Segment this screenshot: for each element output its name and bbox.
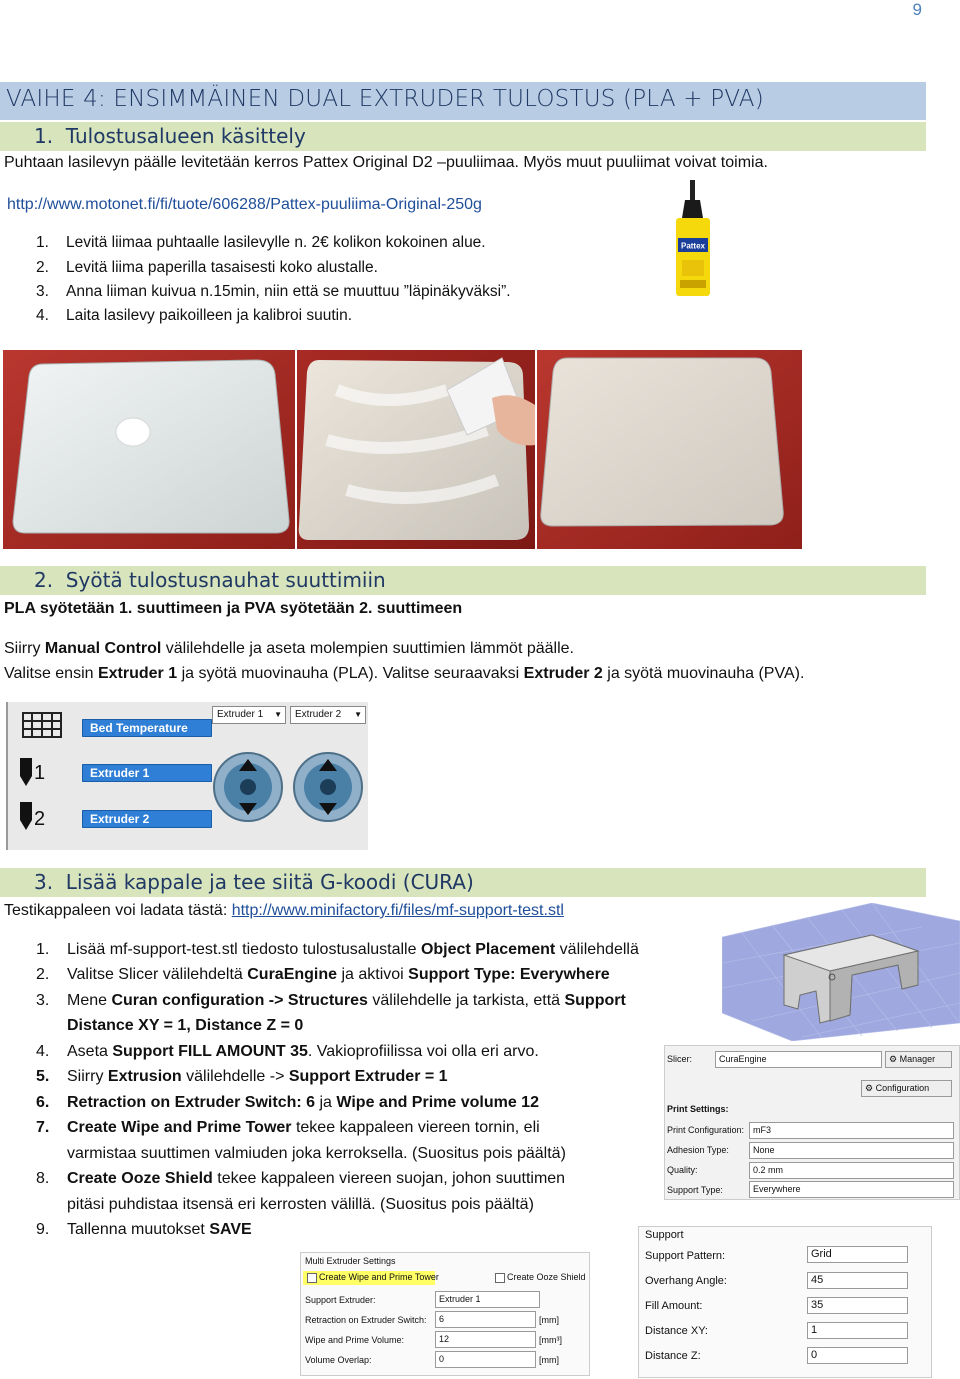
volume-overlap-field[interactable]: 0 bbox=[435, 1351, 536, 1368]
multi-extruder-settings-screenshot: Multi Extruder Settings Create Wipe and Prime Tower Create Ooze Shield Support Extruder: Extruder 1 Retraction on Extruder Switch: 6 [mm] Wipe and Prime Volume: 12 [mm³] Volume Overlap: 0 [mm] bbox=[300, 1252, 590, 1376]
nozzle-2-icon bbox=[18, 802, 34, 832]
glass-plate-photo-1 bbox=[3, 350, 295, 549]
distance-z-field[interactable]: 0 bbox=[807, 1347, 908, 1364]
support-pattern-select[interactable]: Grid bbox=[807, 1246, 908, 1263]
extruder-1-button[interactable]: Extruder 1 bbox=[82, 764, 212, 782]
page-number: 9 bbox=[912, 0, 922, 19]
glass-plate-photo-3 bbox=[537, 350, 802, 549]
print-configuration-select[interactable]: mF3 bbox=[749, 1122, 954, 1139]
3d-model-preview bbox=[722, 903, 960, 1041]
support-extruder-select[interactable]: Extruder 1 bbox=[435, 1291, 540, 1308]
glue-bottle-image bbox=[668, 180, 718, 296]
support-settings-screenshot: Support Support Pattern: Grid Overhang Angle: 45 Fill Amount: 35 Distance XY: 1 Distance Z: 0 bbox=[638, 1226, 932, 1378]
chevron-down-icon: ▼ bbox=[354, 710, 362, 719]
subheading-2: 2. Syötä tulostusnauhat suuttimiin bbox=[0, 566, 926, 595]
gear-icon: ⚙ bbox=[889, 1054, 900, 1064]
distance-xy-field[interactable]: 1 bbox=[807, 1322, 908, 1339]
section-heading: VAIHE 4: ENSIMMÄINEN DUAL EXTRUDER TULOSTUS (PLA + PVA) bbox=[0, 82, 926, 120]
manager-button[interactable]: ⚙ Manager bbox=[885, 1051, 952, 1068]
extruder-select-1[interactable]: Extruder 1 ▼ bbox=[212, 706, 286, 724]
bottle-label: Pattex bbox=[680, 241, 706, 251]
feed-instruction: PLA syötetään 1. suuttimeen ja PVA syötetään 2. suuttimeen bbox=[4, 600, 463, 617]
extruder-select-2[interactable]: Extruder 2 ▼ bbox=[290, 706, 366, 724]
extruder-2-button[interactable]: Extruder 2 bbox=[82, 810, 212, 828]
wipe-prime-field[interactable]: 12 bbox=[435, 1331, 536, 1348]
nozzle-1-icon bbox=[18, 758, 34, 788]
extruder-2-label: 2 bbox=[34, 808, 46, 830]
intro-text: Puhtaan lasilevyn päälle levitetään kerros Pattex Original D2 –puuliimaa. Myös muut puuliimat voivat toimia. bbox=[4, 154, 768, 171]
gear-icon: ⚙ bbox=[865, 1083, 876, 1093]
extruder-select-text: Valitse ensin Extruder 1 ja syötä muovinauha (PLA). Valitse seuraavaksi Extruder 2 ja syötä muovinauha (PVA). bbox=[4, 665, 805, 682]
configuration-button[interactable]: ⚙ Configuration bbox=[861, 1080, 952, 1097]
support-type-select[interactable]: Everywhere bbox=[749, 1181, 954, 1198]
glass-plate-photo-2 bbox=[297, 350, 535, 549]
tower-checkbox[interactable] bbox=[307, 1273, 317, 1283]
manual-control-text: Siirry Manual Control välilehdelle ja aseta molempien suuttimien lämmöt päälle. bbox=[4, 640, 574, 657]
product-link[interactable]: http://www.motonet.fi/fi/tuote/606288/Pattex-puuliima-Original-250g bbox=[7, 196, 482, 213]
fill-amount-field[interactable]: 35 bbox=[807, 1297, 908, 1314]
extruder-1-label: 1 bbox=[34, 762, 46, 784]
overhang-angle-field[interactable]: 45 bbox=[807, 1272, 908, 1289]
test-part-link[interactable]: http://www.minifactory.fi/files/mf-support-test.stl bbox=[231, 902, 564, 919]
subheading-1: 1. Tulostusalueen käsittely bbox=[0, 122, 926, 151]
heatbed-grid-icon bbox=[22, 712, 62, 742]
test-part-text: Testikappaleen voi ladata tästä: http://www.minifactory.fi/files/mf-support-test.stl bbox=[4, 902, 564, 919]
chevron-down-icon: ▼ bbox=[274, 710, 282, 719]
slicer-select[interactable]: CuraEngine bbox=[715, 1051, 882, 1068]
adhesion-select[interactable]: None bbox=[749, 1142, 954, 1159]
subheading-3: 3. Lisää kappale ja tee siitä G-koodi (CURA) bbox=[0, 868, 926, 897]
slicer-settings-screenshot: Slicer: CuraEngine ⚙ Manager ⚙ Configuration Print Settings: Print Configuration: mF3 Adhesion Type: None Quality: 0.2 mm Support Type: Everywhere bbox=[664, 1045, 960, 1200]
manual-control-panel bbox=[6, 702, 368, 850]
bed-temperature-button[interactable]: Bed Temperature bbox=[82, 719, 212, 737]
extrude-jog-controls[interactable] bbox=[208, 726, 368, 848]
ooze-checkbox[interactable] bbox=[495, 1273, 505, 1283]
retraction-field[interactable]: 6 bbox=[435, 1311, 536, 1328]
quality-select[interactable]: 0.2 mm bbox=[749, 1162, 954, 1179]
